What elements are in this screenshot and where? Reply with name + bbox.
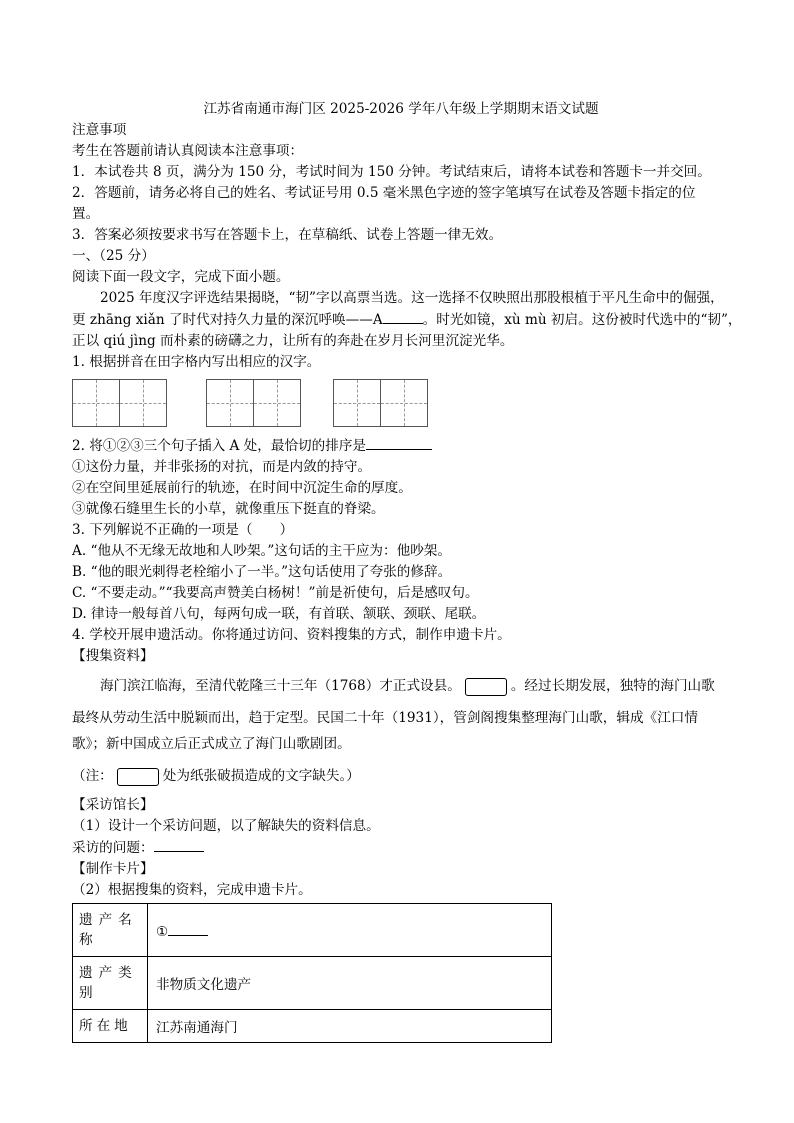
answer-blank[interactable] xyxy=(154,837,204,852)
section-instruction: 阅读下面一段文字，完成下面小题。 xyxy=(72,269,290,285)
passage-line xyxy=(72,309,742,331)
missing-text-box xyxy=(465,678,507,696)
heritage-card-table xyxy=(72,903,552,1043)
option: B. “他的眼光刺得老栓缩小了一半。”这句话使用了夸张的修辞。 xyxy=(72,564,452,580)
table-label: 遗产名称 xyxy=(73,904,148,957)
tian-grid-group xyxy=(206,379,300,427)
material-line xyxy=(72,673,724,699)
option: ①这份力量，并非张扬的对抗，而是内敛的持守。 xyxy=(72,459,372,475)
option: ③就像石缝里生长的小草，就像重压下挺直的脊梁。 xyxy=(72,501,385,517)
table-label: 遗产类别 xyxy=(73,957,148,1010)
section-heading: 一、（25 分） xyxy=(72,248,155,264)
table-value: 非物质文化遗产 xyxy=(148,957,552,1010)
passage-text: 更 zhāng xiǎn 了时代对持久力量的深沉呼唤——A xyxy=(72,312,383,328)
tian-cell[interactable] xyxy=(119,379,167,427)
answer-blank[interactable] xyxy=(366,435,432,450)
card-heading: 【制作卡片】 xyxy=(72,861,154,877)
tian-grid-group xyxy=(72,379,166,427)
tian-cell[interactable] xyxy=(380,379,428,427)
note-text: 处为纸张破损造成的文字缺失。） xyxy=(162,768,360,784)
table-value: 江苏南通海门 xyxy=(148,1010,552,1043)
notice-heading: 注意事项 xyxy=(72,122,127,138)
material-line: 歌》；新中国成立后正式成立了海门山歌剧团。 xyxy=(72,736,351,752)
answer-blank[interactable] xyxy=(168,921,208,936)
tian-cell[interactable] xyxy=(206,379,254,427)
table-row xyxy=(73,1010,552,1043)
material-text: 。经过长期发展，独特的海门山歌 xyxy=(510,678,715,694)
note-text: （注： xyxy=(72,768,113,784)
material-text: 海门滨江临海，至清代乾隆三十三年（1768）才正式设县。 xyxy=(100,678,461,694)
notice-intro: 考生在答题前请认真阅读本注意事项： xyxy=(72,143,304,159)
question-stem: 4. 学校开展申遗活动。你将通过访问、资料搜集的方式，制作申遗卡片。 xyxy=(72,627,511,643)
tian-cell[interactable] xyxy=(333,379,381,427)
tian-cell[interactable] xyxy=(253,379,301,427)
material-line: 最终从劳动生活中脱颖而出，趋于定型。民国二十年（1931），管剑阁搜集整理海门山歌，辑成《江口情 xyxy=(72,710,698,726)
answer-blank[interactable] xyxy=(383,309,423,324)
interview-task: （1）设计一个采访问题，以了解缺失的资料信息。 xyxy=(72,818,380,834)
page-title: 江苏省南通市海门区 2025-2026 学年八年级上学期期末语文试题 xyxy=(203,101,599,117)
tian-cell[interactable] xyxy=(72,379,120,427)
option: ②在空间里延展前行的轨迹，在时间中沉淀生命的厚度。 xyxy=(72,480,412,496)
option: A. “他从不无缘无故地和人吵架。”这句话的主干应为：他吵架。 xyxy=(72,543,451,559)
question-stem-text: 2. 将①②③三个句子插入 A 处，最恰切的排序是 xyxy=(72,438,367,454)
option: C. “不要走动。”“我要高声赞美白杨树！”前是祈使句，后是感叹句。 xyxy=(72,585,479,601)
passage-line: 正以 qiú jìng 而朴素的磅礴之力，让所有的奔赴在岁月长河里沉淀光华。 xyxy=(72,333,514,349)
interview-question xyxy=(72,837,724,859)
table-label: 所在地 xyxy=(73,1010,148,1043)
table-value[interactable] xyxy=(148,904,552,957)
table-row xyxy=(73,957,552,1010)
question-stem: 3. 下列解说不正确的一项是（ ） xyxy=(72,522,294,538)
notice-item: 1．本试卷共 8 页，满分为 150 分，考试时间为 150 分钟。考试结束后，请将本试卷和答题卡一并交回。 xyxy=(72,164,711,180)
passage-line: 2025 年度汉字评选结果揭晓，“韧”字以高票当选。这一选择不仅映照出那股根植于平凡生命中的倔强， xyxy=(100,290,724,306)
card-task: （2）根据搜集的资料，完成申遗卡片。 xyxy=(72,882,312,898)
notice-item: 置。 xyxy=(72,206,100,222)
passage-text: 。时光如镜，xù mù 初启。这份被时代选中的“韧”， xyxy=(422,312,742,328)
tian-grid-group xyxy=(333,379,427,427)
table-value-text: ① xyxy=(156,923,169,940)
question-stem xyxy=(72,435,724,457)
tian-grid-row xyxy=(72,379,724,429)
missing-text-box xyxy=(117,768,159,786)
option: D. 律诗一般每首八句，每两句成一联，有首联、颔联、颈联、尾联。 xyxy=(72,606,486,622)
interview-heading: 【采访馆长】 xyxy=(72,797,154,813)
material-heading: 【搜集资料】 xyxy=(72,648,154,664)
exam-page xyxy=(72,99,742,1043)
notice-item: 3．答案必须按要求书写在答题卡上，在草稿纸、试卷上答题一律无效。 xyxy=(72,227,503,243)
table-row xyxy=(73,904,552,957)
interview-label: 采访的问题： xyxy=(72,840,154,856)
notice-item: 2．答题前，请务必将自己的姓名、考试证号用 0.5 毫米黑色字迹的签字笔填写在试卷及答题卡指定的位 xyxy=(72,185,696,201)
note-line xyxy=(72,763,724,789)
question-stem: 1. 根据拼音在田字格内写出相应的汉字。 xyxy=(72,354,321,370)
